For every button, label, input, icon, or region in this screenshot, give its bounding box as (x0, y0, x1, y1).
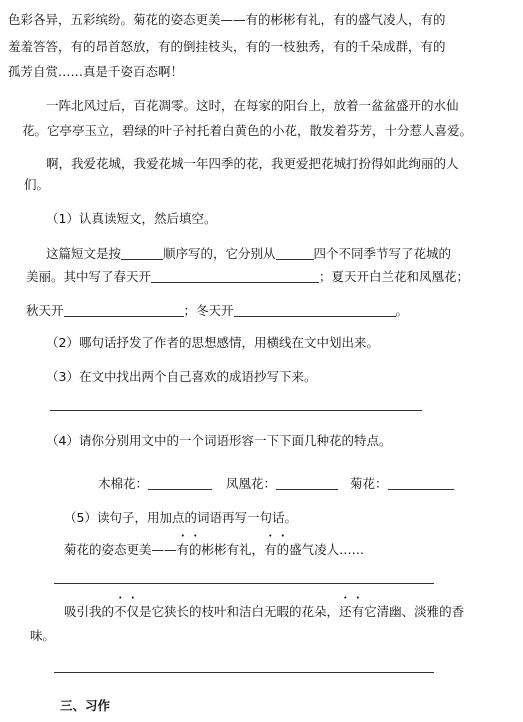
fill-blank-autumn[interactable] (64, 304, 184, 317)
sentence-text: 吸引我的 (64, 604, 115, 619)
sentence-text: 它清幽、淡雅的香 (364, 604, 465, 619)
chrysanthemum-label: 菊花： (350, 476, 388, 491)
answer-line-q3[interactable] (50, 410, 422, 411)
fill-blank-seasons[interactable] (276, 247, 314, 260)
phoenix-label: 凤凰花： (226, 476, 277, 491)
q5-sentence-1 (64, 542, 364, 558)
dotted-char: 有 (351, 604, 365, 619)
q5-sentence-2-cont: 味。 (30, 628, 56, 643)
q1-text: 。 (395, 303, 409, 318)
q1-text: 这篇短文是按 (46, 246, 122, 261)
question-1-line-2 (26, 269, 469, 285)
question-1-title: （1）认真读短文，然后填空。 (46, 211, 217, 226)
sentence-text: 菊花的姿态更美—— (64, 542, 177, 557)
sentence-text: 盛气凌人…… (289, 542, 365, 557)
answer-line-q5-2[interactable] (54, 672, 434, 673)
q1-text: 顺序写的，它分别从 (163, 246, 276, 261)
question-1-line-1 (46, 246, 451, 262)
passage-line: 们。 (24, 177, 50, 192)
sentence-text: 彬彬有礼， (201, 542, 265, 557)
q1-text: ；夏天开白兰花和凤凰花； (319, 269, 470, 284)
kapok-label: 木棉花： (98, 476, 149, 491)
question-4-title: （4）请你分别用文中的一个词语形容一下下面几种花的特点。 (46, 433, 392, 448)
question-1-line-3 (26, 303, 408, 319)
sentence-text: 是它狭长的枝叶和洁白无暇的花朵， (139, 604, 340, 619)
passage-line: 羞羞答答，有的昂首怒放，有的倒挂枝头，有的一枝独秀，有的千朵成群，有的 (8, 39, 446, 54)
fill-blank-phoenix[interactable] (276, 477, 338, 490)
q5-sentence-2 (64, 604, 464, 620)
fill-blank-chrysanthemum[interactable] (388, 477, 454, 490)
passage-line: 花。它亭亭玉立，碧绿的叶子衬托着白黄色的小花，散发着芬芳，十分惹人喜爱。 (22, 123, 473, 138)
question-4-answers (98, 476, 454, 492)
q1-text: 美丽。其中写了春天开 (26, 269, 152, 284)
dotted-char: 有 (176, 542, 190, 557)
dotted-char: 的 (189, 542, 202, 557)
question-5-title: （5）读句子，用加点的词语再写一句话。 (64, 510, 297, 525)
dotted-char: 不 (114, 604, 127, 619)
question-3-title: （3）在文中找出两个自己喜欢的成语抄写下来。 (46, 369, 317, 384)
answer-line-q5-1[interactable] (54, 583, 434, 584)
fill-blank-spring[interactable] (151, 270, 319, 283)
q1-text: 四个不同季节写了花城的 (313, 246, 452, 261)
fill-blank-kapok[interactable] (148, 477, 212, 490)
passage-line: 啊，我爱花城，我爱花城一年四季的花，我更爱把花城打扮得如此绚丽的人 (46, 156, 459, 171)
dotted-char: 的 (276, 542, 290, 557)
question-2-title: （2）哪句话抒发了作者的思想感情，用横线在文中划出来。 (46, 335, 379, 350)
q1-text: 秋天开 (26, 303, 64, 318)
q1-text: ；冬天开 (183, 303, 234, 318)
passage-line: 孤芳自赏……真是千姿百态啊！ (8, 64, 184, 79)
passage-line: 色彩各异，五彩缤纷。菊花的姿态更美——有的彬彬有礼，有的盛气凌人，有的 (8, 12, 446, 27)
fill-blank-order[interactable] (121, 247, 163, 260)
passage-line: 一阵北风过后，百花凋零。这时，在每家的阳台上，放着一盆盆盛开的水仙 (46, 98, 459, 113)
fill-blank-winter[interactable] (234, 304, 396, 317)
dotted-char: 有 (264, 542, 277, 557)
section-3-heading: 三、习作 (60, 698, 111, 713)
dotted-char: 仅 (126, 604, 140, 619)
dotted-char: 还 (339, 604, 352, 619)
